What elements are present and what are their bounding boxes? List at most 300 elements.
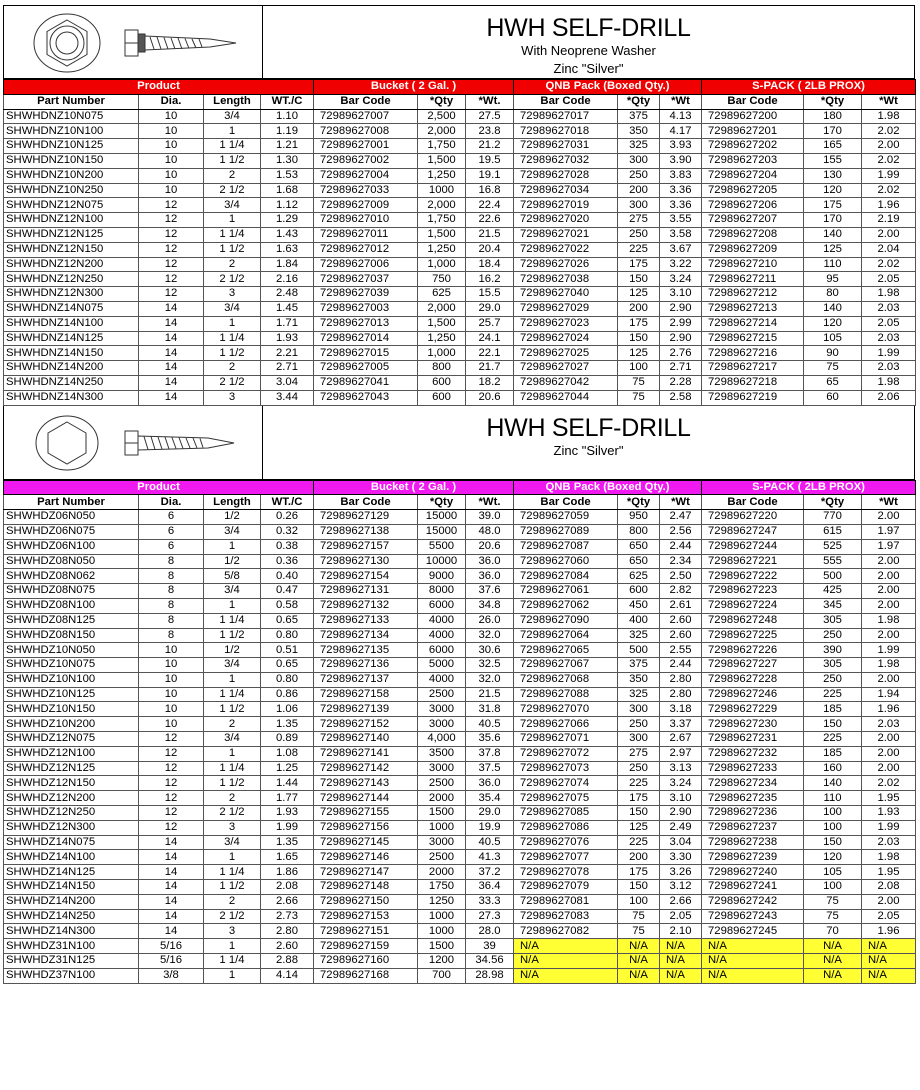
cell-bucket-barcode: 72989627154	[314, 569, 418, 584]
section-title: HWH SELF-DRILL	[486, 413, 691, 442]
cell-wt-c: 0.58	[261, 598, 314, 613]
cell-dia: 10	[139, 124, 204, 139]
cell-spack-wt: 2.00	[862, 584, 916, 599]
cell-qnb-barcode: 72989627084	[514, 569, 618, 584]
cell-part-number: SHWHDZ37N100	[4, 968, 139, 983]
cell-length: 3/4	[204, 109, 261, 124]
cell-spack-qty: 65	[804, 375, 862, 390]
cell-bucket-barcode: 72989627158	[314, 687, 418, 702]
cell-bucket-barcode: 72989627132	[314, 598, 418, 613]
col-spack-qty: *Qty	[804, 495, 862, 510]
cell-qnb-barcode: 72989627044	[514, 390, 618, 405]
cell-bucket-qty: 800	[418, 361, 466, 376]
cell-qnb-qty: 325	[618, 139, 660, 154]
cell-spack-qty: N/A	[804, 939, 862, 954]
cell-part-number: SHWHDNZ12N125	[4, 227, 139, 242]
group-qnb-pack: QNB Pack (Boxed Qty.)	[514, 480, 702, 495]
cell-wt-c: 0.86	[261, 687, 314, 702]
cell-dia: 14	[139, 331, 204, 346]
cell-qnb-wt: 3.30	[660, 850, 702, 865]
cell-spack-qty: 500	[804, 569, 862, 584]
cell-spack-barcode: 72989627236	[702, 806, 804, 821]
cell-part-number: SHWHDNZ14N100	[4, 316, 139, 331]
cell-length: 1 1/2	[204, 702, 261, 717]
cell-wt-c: 1.25	[261, 761, 314, 776]
cell-spack-qty: 225	[804, 687, 862, 702]
column-header-row	[4, 94, 916, 109]
spec-table	[3, 480, 916, 984]
cell-qnb-wt: 3.10	[660, 791, 702, 806]
cell-spack-wt: 2.00	[862, 628, 916, 643]
cell-spack-qty: 75	[804, 909, 862, 924]
cell-bucket-barcode: 72989627153	[314, 909, 418, 924]
cell-spack-qty: 105	[804, 331, 862, 346]
cell-qnb-qty: 275	[618, 213, 660, 228]
col-wt-c: WT./C	[261, 495, 314, 510]
cell-bucket-qty: 1000	[418, 909, 466, 924]
cell-bucket-barcode: 72989627011	[314, 227, 418, 242]
cell-spack-wt: 2.05	[862, 316, 916, 331]
cell-spack-barcode: 72989627217	[702, 361, 804, 376]
cell-bucket-wt: 35.4	[466, 791, 514, 806]
cell-bucket-wt: 37.6	[466, 584, 514, 599]
cell-bucket-qty: 5500	[418, 539, 466, 554]
cell-qnb-barcode: 72989627029	[514, 301, 618, 316]
table-row	[4, 687, 916, 702]
cell-bucket-qty: 15000	[418, 524, 466, 539]
cell-wt-c: 0.36	[261, 554, 314, 569]
cell-length: 2 1/2	[204, 806, 261, 821]
cell-part-number: SHWHDNZ14N250	[4, 375, 139, 390]
cell-spack-qty: 345	[804, 598, 862, 613]
cell-bucket-barcode: 72989627012	[314, 242, 418, 257]
cell-qnb-qty: 225	[618, 776, 660, 791]
cell-bucket-qty: 625	[418, 287, 466, 302]
cell-length: 3/4	[204, 198, 261, 213]
cell-spack-barcode: 72989627230	[702, 717, 804, 732]
cell-bucket-wt: 29.0	[466, 301, 514, 316]
cell-qnb-wt: 3.26	[660, 865, 702, 880]
cell-bucket-qty: 1,250	[418, 331, 466, 346]
cell-bucket-wt: 48.0	[466, 524, 514, 539]
cell-spack-barcode: 72989627237	[702, 820, 804, 835]
cell-spack-barcode: 72989627232	[702, 746, 804, 761]
cell-qnb-barcode: 72989627089	[514, 524, 618, 539]
cell-part-number: SHWHDZ10N100	[4, 672, 139, 687]
cell-wt-c: 4.14	[261, 968, 314, 983]
cell-spack-wt: 2.02	[862, 257, 916, 272]
col-qnb-barcode: Bar Code	[514, 94, 618, 109]
cell-dia: 14	[139, 316, 204, 331]
cell-qnb-barcode: 72989627075	[514, 791, 618, 806]
cell-wt-c: 0.80	[261, 672, 314, 687]
cell-bucket-wt: 39.0	[466, 510, 514, 525]
cell-bucket-qty: 2500	[418, 850, 466, 865]
cell-dia: 12	[139, 198, 204, 213]
cell-spack-qty: 305	[804, 658, 862, 673]
table-row	[4, 717, 916, 732]
cell-part-number: SHWHDZ10N125	[4, 687, 139, 702]
cell-qnb-barcode: 72989627024	[514, 331, 618, 346]
cell-wt-c: 2.08	[261, 880, 314, 895]
cell-qnb-qty: 300	[618, 702, 660, 717]
group-product: Product	[4, 80, 314, 95]
cell-spack-qty: 60	[804, 390, 862, 405]
cell-qnb-qty: 375	[618, 658, 660, 673]
spec-table	[3, 79, 916, 406]
col-bucket-barcode: Bar Code	[314, 94, 418, 109]
cell-bucket-wt: 22.6	[466, 213, 514, 228]
cell-dia: 12	[139, 213, 204, 228]
cell-dia: 14	[139, 880, 204, 895]
cell-qnb-qty: 75	[618, 909, 660, 924]
cell-qnb-barcode: 72989627032	[514, 153, 618, 168]
cell-part-number: SHWHDNZ12N075	[4, 198, 139, 213]
cell-length: 1 1/4	[204, 954, 261, 969]
cell-length: 1	[204, 316, 261, 331]
cell-qnb-qty: 125	[618, 820, 660, 835]
cell-bucket-barcode: 72989627156	[314, 820, 418, 835]
cell-qnb-wt: 2.58	[660, 390, 702, 405]
cell-wt-c: 0.65	[261, 658, 314, 673]
cell-spack-barcode: 72989627213	[702, 301, 804, 316]
col-length: Length	[204, 495, 261, 510]
cell-wt-c: 3.04	[261, 375, 314, 390]
table-row	[4, 139, 916, 154]
cell-bucket-qty: 6000	[418, 643, 466, 658]
cell-spack-barcode: 72989627216	[702, 346, 804, 361]
cell-bucket-wt: 33.3	[466, 894, 514, 909]
cell-part-number: SHWHDZ12N200	[4, 791, 139, 806]
cell-spack-barcode: 72989627231	[702, 732, 804, 747]
cell-qnb-barcode: 72989627038	[514, 272, 618, 287]
cell-qnb-qty: 600	[618, 584, 660, 599]
cell-spack-barcode: 72989627229	[702, 702, 804, 717]
cell-spack-qty: 170	[804, 124, 862, 139]
cell-qnb-wt: 2.80	[660, 672, 702, 687]
cell-bucket-barcode: 72989627142	[314, 761, 418, 776]
cell-dia: 12	[139, 287, 204, 302]
cell-wt-c: 1.29	[261, 213, 314, 228]
cell-bucket-barcode: 72989627004	[314, 168, 418, 183]
cell-wt-c: 1.86	[261, 865, 314, 880]
cell-spack-wt: N/A	[862, 968, 916, 983]
cell-qnb-wt: 2.60	[660, 613, 702, 628]
cell-bucket-qty: 1,500	[418, 316, 466, 331]
table-row	[4, 954, 916, 969]
cell-spack-qty: 555	[804, 554, 862, 569]
cell-dia: 10	[139, 139, 204, 154]
cell-part-number: SHWHDNZ14N075	[4, 301, 139, 316]
cell-length: 1	[204, 124, 261, 139]
cell-length: 1	[204, 539, 261, 554]
cell-qnb-wt: N/A	[660, 968, 702, 983]
cell-spack-qty: N/A	[804, 954, 862, 969]
cell-qnb-qty: 150	[618, 331, 660, 346]
cell-spack-wt: 1.96	[862, 198, 916, 213]
cell-qnb-wt: 2.82	[660, 584, 702, 599]
section-finish: Zinc "Silver"	[553, 442, 624, 458]
cell-part-number: SHWHDZ12N100	[4, 746, 139, 761]
cell-part-number: SHWHDNZ12N300	[4, 287, 139, 302]
cell-spack-qty: 130	[804, 168, 862, 183]
table-row	[4, 835, 916, 850]
cell-spack-wt: 2.03	[862, 835, 916, 850]
cell-bucket-barcode: 72989627134	[314, 628, 418, 643]
cell-part-number: SHWHDZ08N125	[4, 613, 139, 628]
table-row	[4, 361, 916, 376]
cell-spack-barcode: 72989627203	[702, 153, 804, 168]
cell-qnb-barcode: 72989627025	[514, 346, 618, 361]
cell-qnb-wt: 2.47	[660, 510, 702, 525]
cell-qnb-barcode: 72989627062	[514, 598, 618, 613]
cell-bucket-barcode: 72989627150	[314, 894, 418, 909]
cell-bucket-wt: 28.98	[466, 968, 514, 983]
cell-qnb-wt: 3.12	[660, 880, 702, 895]
cell-spack-wt: 2.03	[862, 301, 916, 316]
cell-length: 3/4	[204, 732, 261, 747]
table-row	[4, 643, 916, 658]
cell-spack-barcode: 72989627211	[702, 272, 804, 287]
cell-qnb-wt: 3.37	[660, 717, 702, 732]
cell-length: 2 1/2	[204, 375, 261, 390]
cell-bucket-wt: 37.2	[466, 865, 514, 880]
cell-spack-wt: 2.03	[862, 331, 916, 346]
cell-spack-qty: 390	[804, 643, 862, 658]
cell-wt-c: 1.30	[261, 153, 314, 168]
cell-length: 2	[204, 791, 261, 806]
cell-qnb-barcode: 72989627040	[514, 287, 618, 302]
cell-spack-qty: 75	[804, 361, 862, 376]
cell-qnb-qty: 375	[618, 109, 660, 124]
table-row	[4, 806, 916, 821]
cell-wt-c: 0.32	[261, 524, 314, 539]
cell-length: 1/2	[204, 643, 261, 658]
cell-qnb-wt: N/A	[660, 954, 702, 969]
cell-bucket-barcode: 72989627005	[314, 361, 418, 376]
cell-spack-barcode: 72989627234	[702, 776, 804, 791]
cell-bucket-barcode: 72989627146	[314, 850, 418, 865]
cell-qnb-barcode: 72989627018	[514, 124, 618, 139]
table-row	[4, 924, 916, 939]
cell-dia: 6	[139, 510, 204, 525]
cell-qnb-barcode: N/A	[514, 939, 618, 954]
cell-bucket-barcode: 72989627155	[314, 806, 418, 821]
cell-wt-c: 2.66	[261, 894, 314, 909]
cell-wt-c: 1.68	[261, 183, 314, 198]
cell-length: 1 1/4	[204, 331, 261, 346]
cell-qnb-barcode: 72989627061	[514, 584, 618, 599]
product-image-cell	[4, 6, 263, 78]
col-spack-barcode: Bar Code	[702, 495, 804, 510]
col-dia: Dia.	[139, 495, 204, 510]
cell-bucket-barcode: 72989627147	[314, 865, 418, 880]
cell-part-number: SHWHDZ08N150	[4, 628, 139, 643]
cell-qnb-qty: 250	[618, 168, 660, 183]
column-header-row	[4, 495, 916, 510]
cell-bucket-barcode: 72989627043	[314, 390, 418, 405]
col-qnb-qty: *Qty	[618, 94, 660, 109]
cell-spack-barcode: 72989627202	[702, 139, 804, 154]
cell-bucket-barcode: 72989627129	[314, 510, 418, 525]
cell-spack-wt: 2.00	[862, 672, 916, 687]
cell-qnb-qty: 300	[618, 198, 660, 213]
cell-bucket-barcode: 72989627138	[314, 524, 418, 539]
cell-qnb-barcode: 72989627082	[514, 924, 618, 939]
cell-bucket-qty: 2000	[418, 791, 466, 806]
group-bucket: Bucket ( 2 Gal. )	[314, 480, 514, 495]
cell-qnb-qty: 650	[618, 539, 660, 554]
cell-spack-wt: 2.00	[862, 746, 916, 761]
cell-part-number: SHWHDZ06N050	[4, 510, 139, 525]
cell-bucket-barcode: 72989627135	[314, 643, 418, 658]
cell-spack-wt: 2.00	[862, 732, 916, 747]
cell-qnb-wt: 2.56	[660, 524, 702, 539]
cell-bucket-qty: 1,750	[418, 213, 466, 228]
cell-bucket-barcode: 72989627140	[314, 732, 418, 747]
cell-bucket-wt: 15.5	[466, 287, 514, 302]
cell-bucket-wt: 28.0	[466, 924, 514, 939]
cell-part-number: SHWHDZ06N075	[4, 524, 139, 539]
table-row	[4, 346, 916, 361]
cell-spack-barcode: 72989627212	[702, 287, 804, 302]
cell-wt-c: 1.12	[261, 198, 314, 213]
cell-spack-barcode: 72989627208	[702, 227, 804, 242]
cell-spack-wt: 1.93	[862, 806, 916, 821]
cell-length: 1 1/2	[204, 153, 261, 168]
cell-spack-barcode: N/A	[702, 968, 804, 983]
cell-qnb-barcode: 72989627065	[514, 643, 618, 658]
cell-length: 3/4	[204, 524, 261, 539]
cell-spack-wt: 1.98	[862, 375, 916, 390]
group-header-row	[4, 80, 916, 95]
cell-qnb-barcode: 72989627028	[514, 168, 618, 183]
col-spack-wt: *Wt	[862, 495, 916, 510]
table-row	[4, 213, 916, 228]
cell-part-number: SHWHDZ31N125	[4, 954, 139, 969]
cell-length: 1	[204, 746, 261, 761]
cell-dia: 12	[139, 791, 204, 806]
section-zinc-silver	[3, 406, 915, 984]
cell-spack-wt: N/A	[862, 939, 916, 954]
cell-spack-barcode: 72989627207	[702, 213, 804, 228]
cell-spack-barcode: 72989627204	[702, 168, 804, 183]
cell-bucket-wt: 29.0	[466, 806, 514, 821]
cell-spack-wt: 2.02	[862, 183, 916, 198]
cell-qnb-wt: 2.99	[660, 316, 702, 331]
cell-spack-qty: 110	[804, 257, 862, 272]
cell-dia: 6	[139, 539, 204, 554]
cell-dia: 8	[139, 554, 204, 569]
cell-qnb-qty: 400	[618, 613, 660, 628]
cell-wt-c: 1.63	[261, 242, 314, 257]
cell-part-number: SHWHDNZ10N200	[4, 168, 139, 183]
cell-length: 1 1/4	[204, 227, 261, 242]
cell-bucket-barcode: 72989627130	[314, 554, 418, 569]
cell-qnb-barcode: 72989627020	[514, 213, 618, 228]
cell-qnb-wt: 2.97	[660, 746, 702, 761]
cell-bucket-qty: 2000	[418, 865, 466, 880]
cell-bucket-wt: 20.4	[466, 242, 514, 257]
cell-qnb-barcode: 72989627086	[514, 820, 618, 835]
cell-qnb-barcode: 72989627079	[514, 880, 618, 895]
col-dia: Dia.	[139, 94, 204, 109]
cell-spack-wt: 2.00	[862, 554, 916, 569]
cell-qnb-wt: 2.76	[660, 346, 702, 361]
cell-qnb-qty: 150	[618, 806, 660, 821]
cell-dia: 8	[139, 584, 204, 599]
cell-spack-barcode: 72989627200	[702, 109, 804, 124]
cell-bucket-wt: 40.5	[466, 835, 514, 850]
col-bucket-wt: *Wt.	[466, 94, 514, 109]
cell-qnb-barcode: 72989627087	[514, 539, 618, 554]
table-row	[4, 272, 916, 287]
cell-qnb-wt: N/A	[660, 939, 702, 954]
group-s-pack: S-PACK ( 2LB PROX)	[702, 480, 916, 495]
table-row	[4, 894, 916, 909]
cell-qnb-wt: 2.66	[660, 894, 702, 909]
cell-part-number: SHWHDZ14N150	[4, 880, 139, 895]
cell-spack-qty: 175	[804, 198, 862, 213]
cell-part-number: SHWHDZ10N150	[4, 702, 139, 717]
cell-spack-qty: 250	[804, 628, 862, 643]
cell-spack-qty: 305	[804, 613, 862, 628]
cell-part-number: SHWHDNZ12N200	[4, 257, 139, 272]
cell-spack-qty: 160	[804, 761, 862, 776]
cell-qnb-wt: 2.67	[660, 732, 702, 747]
cell-qnb-barcode: 72989627078	[514, 865, 618, 880]
cell-bucket-wt: 32.5	[466, 658, 514, 673]
cell-length: 1 1/2	[204, 880, 261, 895]
table-row	[4, 791, 916, 806]
cell-dia: 10	[139, 658, 204, 673]
cell-spack-barcode: 72989627206	[702, 198, 804, 213]
cell-qnb-wt: 3.58	[660, 227, 702, 242]
cell-bucket-barcode: 72989627152	[314, 717, 418, 732]
cell-spack-barcode: 72989627242	[702, 894, 804, 909]
cell-spack-qty: 125	[804, 242, 862, 257]
cell-dia: 10	[139, 109, 204, 124]
cell-qnb-qty: N/A	[618, 968, 660, 983]
cell-dia: 8	[139, 613, 204, 628]
col-part-number: Part Number	[4, 94, 139, 109]
cell-spack-wt: 1.99	[862, 346, 916, 361]
cell-dia: 12	[139, 820, 204, 835]
cell-spack-barcode: 72989627223	[702, 584, 804, 599]
cell-spack-qty: 155	[804, 153, 862, 168]
cell-part-number: SHWHDNZ14N300	[4, 390, 139, 405]
cell-spack-qty: 140	[804, 227, 862, 242]
cell-part-number: SHWHDZ14N300	[4, 924, 139, 939]
cell-qnb-qty: 100	[618, 894, 660, 909]
cell-qnb-wt: 3.93	[660, 139, 702, 154]
cell-bucket-wt: 20.6	[466, 539, 514, 554]
table-row	[4, 316, 916, 331]
cell-spack-barcode: 72989627239	[702, 850, 804, 865]
cell-qnb-qty: 150	[618, 272, 660, 287]
cell-part-number: SHWHDZ12N300	[4, 820, 139, 835]
cell-qnb-barcode: 72989627042	[514, 375, 618, 390]
cell-part-number: SHWHDNZ14N150	[4, 346, 139, 361]
section-finish: Zinc "Silver"	[553, 61, 624, 76]
cell-length: 1 1/4	[204, 865, 261, 880]
table-row	[4, 331, 916, 346]
cell-dia: 14	[139, 346, 204, 361]
cell-dia: 5/16	[139, 954, 204, 969]
cell-wt-c: 1.21	[261, 139, 314, 154]
cell-dia: 10	[139, 153, 204, 168]
cell-spack-qty: 225	[804, 732, 862, 747]
